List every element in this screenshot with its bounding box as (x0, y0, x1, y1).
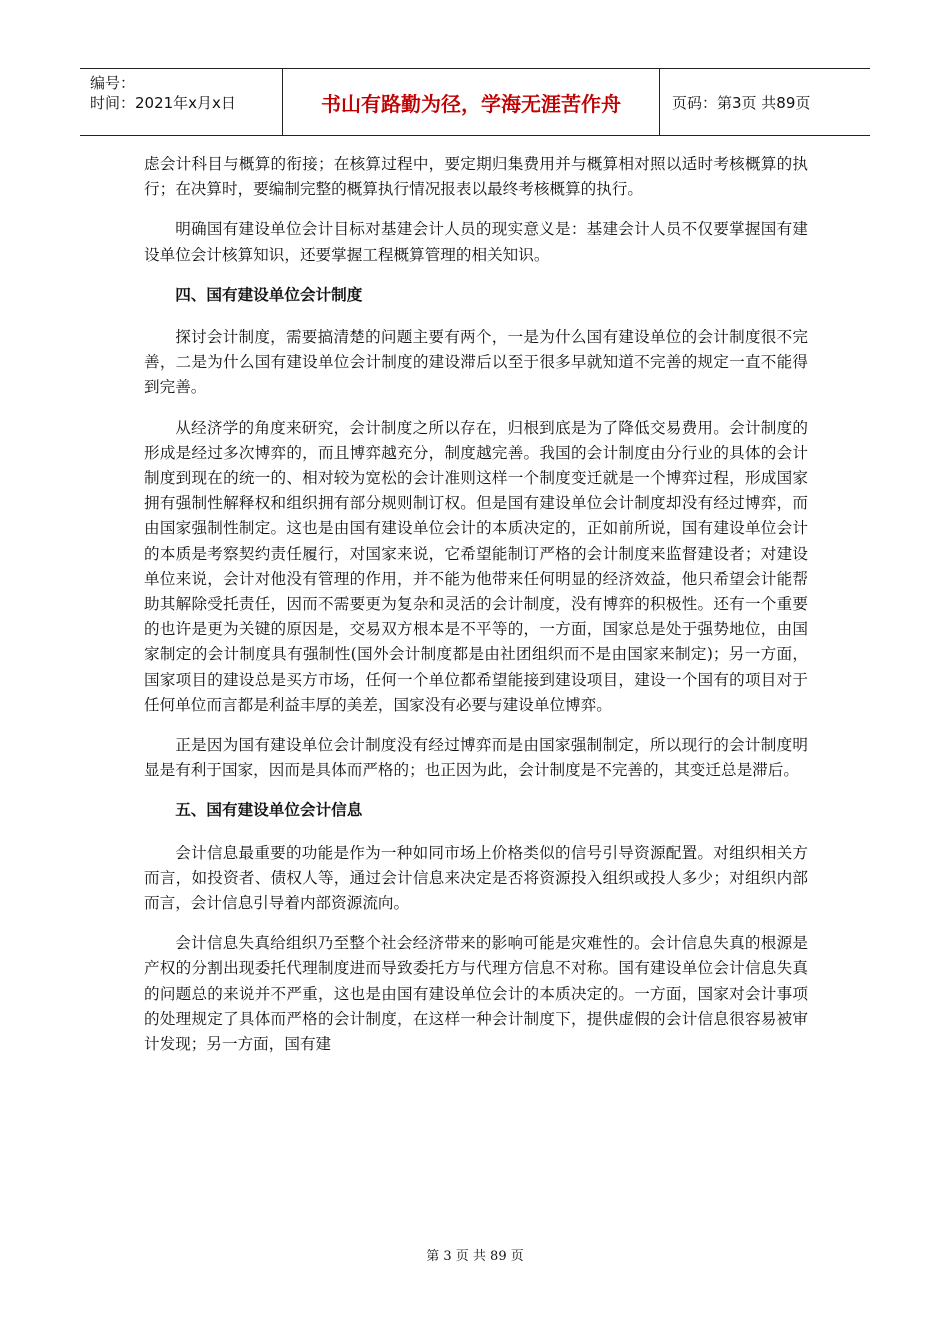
paragraph: 正是因为国有建设单位会计制度没有经过博弈而是由国家强制制定，所以现行的会计制度明显是有利于国家，因而是具体而严格的；也正因为此，会计制度是不完善的，其变迁总是滞后。 (144, 736, 808, 780)
paragraph: 探讨会计制度，需要搞清楚的问题主要有两个，一是为什么国有建设单位的会计制度很不完善，二是为什么国有建设单位会计制度的建设滞后以至于很多早就知道不完善的规定一直不能得到完善。 (144, 328, 808, 397)
header-page-info: 页码：第3页 共89页 (672, 93, 811, 112)
page-header (80, 68, 870, 136)
section-heading: 五、国有建设单位会计信息 (175, 801, 363, 820)
document-date: 时间：2021年x月x日 (90, 94, 236, 112)
header-motto: 书山有路勤为径，学海无涯苦作舟 (283, 69, 660, 135)
paragraph: 会计信息最重要的功能是作为一种如同市场上价格类似的信号引导资源配置。对组织相关方而言，如投资者、债权人等，通过会计信息来决定是否将资源投入组织或投人多少；对组织内部而言，会计信息引导着内部资源流向。 (144, 843, 808, 913)
document-number-label: 编号： (90, 74, 136, 92)
paragraph: 明确国有建设单位会计目标对基建会计人员的现实意义是：基建会计人员不仅要掌握国有建设单位会计核算知识，还要掌握工程概算管理的相关知识。 (144, 220, 808, 264)
paragraph: 虑会计科目与概算的衔接；在核算过程中，要定期归集费用并与概算相对照以适时考核概算的执行；在决算时，要编制完整的概算执行情况报表以最终考核概算的执行。 (144, 155, 808, 199)
paragraph: 从经济学的角度来研究，会计制度之所以存在，归根到底是为了降低交易费用。会计制度的形成是经过多次博弈的，而且博弈越充分，制度越完善。我国的会计制度由分行业的具体的会计制度到现在的统一的、相对较为宽松的会计准则这样一个制度变迁就是一个博弈过程，形成国家拥有强制性解释权和组织拥有部分规则制订权。但是国有建设单位会计制度却没有经过博弈，而由国家强制性制定。这也是由国有建设单位会计的本质决定的，正如前所说，国有建设单位会计的本质是考察契约责任履行，对国家来说，它希望能制订严格的会计制度来监督建设者；对建设单位来说，会计对他没有管理的作用，并不能为他带来任何明显的经济效益，他只希望会计能帮助其解除受托责任，因而不需要更为复杂和灵活的会计制度，没有博弈的积极性。还有一个重要的也许是更为关键的原因是，交易双方根本是不平等的，一方面，国家总是处于强势地位，由国家制定的会计制度具有强制性(国外会计制度都是由社团组织而不是由国家来制定)；另一方面，国家项目的建设总是买方市场，任何一个单位都希望能接到建设项目，建设一个国有的项目对于任何单位而言都是利益丰厚的美差，国家没有必要与建设单位博弈。 (144, 418, 808, 714)
paragraph: 会计信息失真给组织乃至整个社会经济带来的影响可能是灾难性的。会计信息失真的根源是产权的分割出现委托代理制度进而导致委托方与代理方信息不对称。国有建设单位会计信息失真的问题总的来说并不严重，这也是由国有建设单位会计的本质决定的。一方面，国家对会计事项的处理规定了具体而严格的会计制度，在这样一种会计制度下，提供虚假的会计信息很容易被审计发现；另一方面，国有建 (144, 934, 808, 1054)
page-footer: 第 3 页 共 89 页 (426, 1249, 524, 1264)
header-meta (80, 69, 283, 135)
section-heading: 四、国有建设单位会计制度 (175, 285, 363, 304)
document-body (144, 152, 808, 1072)
